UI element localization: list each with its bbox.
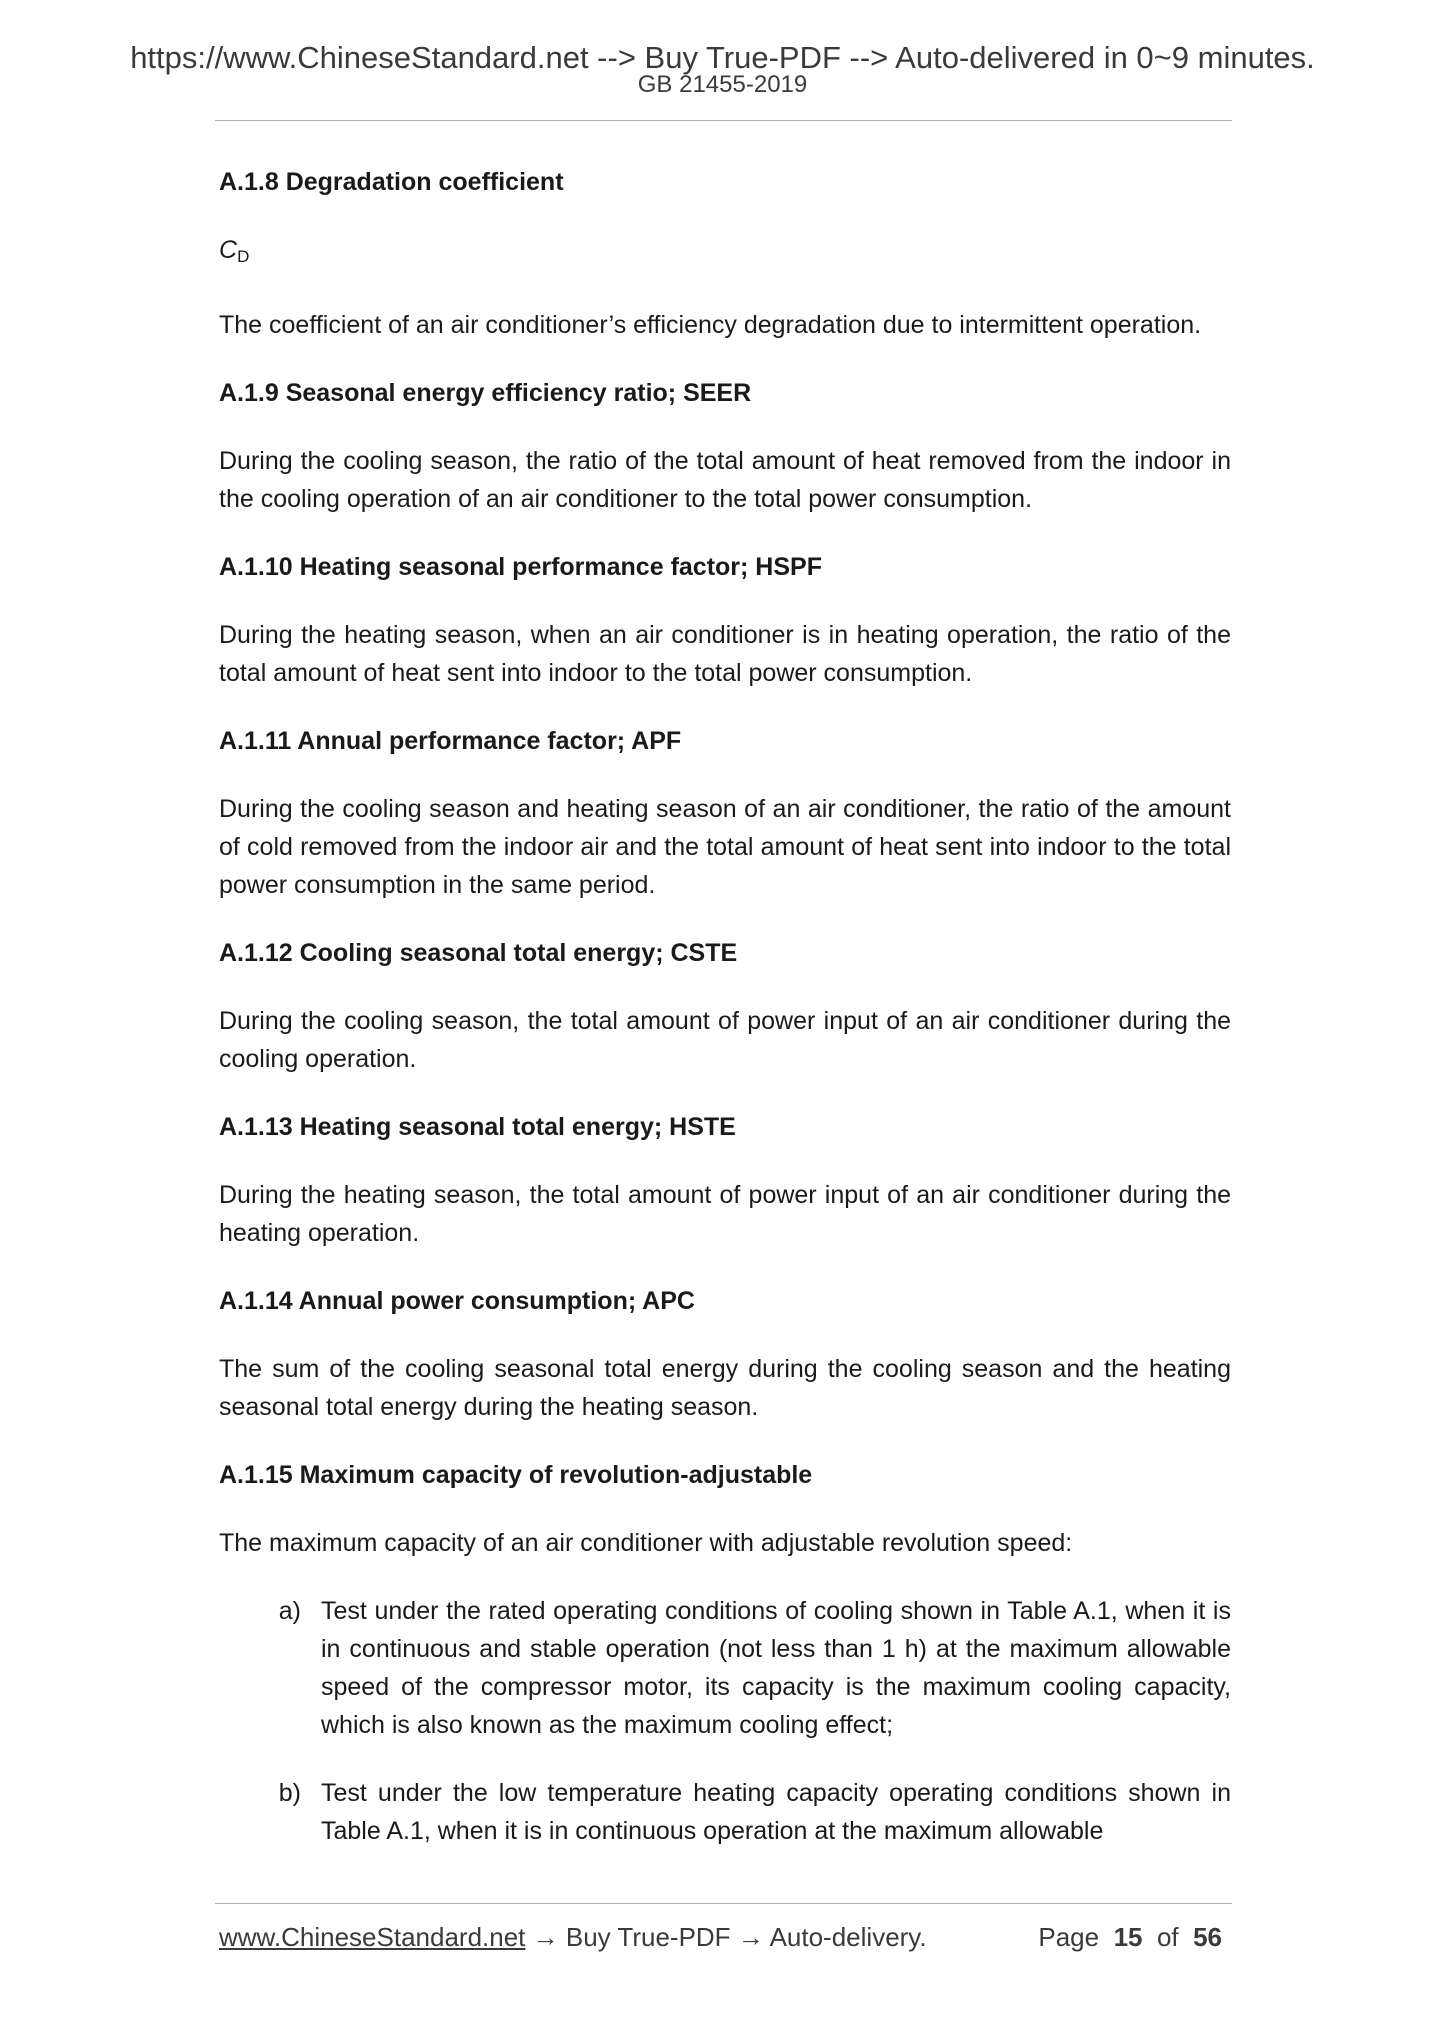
page-total: 56 (1193, 1922, 1222, 1952)
section-text-a115: The maximum capacity of an air conditioner with adjustable revolution speed: (219, 1529, 1073, 1557)
top-banner: https://www.ChineseStandard.net --> Buy True-PDF --> Auto-delivered in 0~9 minutes. (130, 40, 1315, 75)
section-text-a111: During the cooling season and heating season of an air conditioner, the ratio of the amount of cold removed from the indoor air and the total amount of heat sent into indoor to the total power consumption in the same period. (219, 795, 1231, 899)
section-heading-a110: A.1.10 Heating seasonal performance factor; HSPF (219, 553, 822, 581)
section-text-a18: The coefficient of an air conditioner’s efficiency degradation due to intermittent operation. (219, 311, 1202, 339)
page-label: Page (1038, 1922, 1100, 1952)
header-divider (215, 120, 1232, 121)
section-text-a114: The sum of the cooling seasonal total energy during the cooling season and the heating seasonal total energy during the heating season. (219, 1355, 1231, 1421)
symbol-cd (219, 231, 1231, 276)
section-heading-a113: A.1.13 Heating seasonal total energy; HSTE (219, 1113, 736, 1141)
footer-site-link[interactable]: www.ChineseStandard.net (219, 1922, 526, 1952)
list-marker: a) (278, 1597, 301, 1625)
page-current: 15 (1113, 1922, 1143, 1952)
section-heading-a111: A.1.11 Annual performance factor; APF (219, 727, 682, 755)
list-item (219, 1592, 1231, 1744)
list-marker: b) (278, 1779, 301, 1807)
list-item (219, 1774, 1231, 1850)
page-number (1038, 1920, 1222, 1954)
document-body (219, 163, 1231, 1880)
section-heading-a18: A.1.8 Degradation coefficient (219, 168, 564, 196)
section-text-a113: During the heating season, the total amount of power input of an air conditioner during the heating operation. (219, 1181, 1231, 1247)
standard-code: GB 21455-2019 (637, 71, 808, 98)
footer-divider (215, 1903, 1232, 1904)
section-heading-a112: A.1.12 Cooling seasonal total energy; CSTE (219, 939, 738, 967)
section-text-a112: During the cooling season, the total amount of power input of an air conditioner during the cooling operation. (219, 1007, 1231, 1073)
symbol-subscript: D (237, 247, 250, 266)
symbol-main: C (219, 236, 238, 264)
footer-promo (219, 1920, 927, 1954)
footer-tagline: → Buy True-PDF → Auto-delivery. (525, 1922, 927, 1952)
section-text-a19: During the cooling season, the ratio of the total amount of heat removed from the indoor in the cooling operation of an air conditioner to the total power consumption. (219, 447, 1231, 513)
section-heading-a115: A.1.15 Maximum capacity of revolution-adjustable (219, 1461, 813, 1489)
section-heading-a114: A.1.14 Annual power consumption; APC (219, 1287, 695, 1315)
section-heading-a19: A.1.9 Seasonal energy efficiency ratio; SEER (219, 379, 752, 407)
section-text-a110: During the heating season, when an air conditioner is in heating operation, the ratio of the total amount of heat sent into indoor to the total power consumption. (219, 621, 1231, 687)
list-item-text: Test under the low temperature heating capacity operating conditions shown in Table A.1, when it is in continuous operation at the maximum allowable (321, 1779, 1231, 1845)
list-item-text: Test under the rated operating conditions of cooling shown in Table A.1, when it is in continuous and stable operation (not less than 1 h) at the maximum allowable speed of the compressor motor, its capacity is the maximum cooling capacity, which is also known as the maximum cooling effect; (321, 1597, 1231, 1739)
page-of: of (1156, 1922, 1179, 1952)
